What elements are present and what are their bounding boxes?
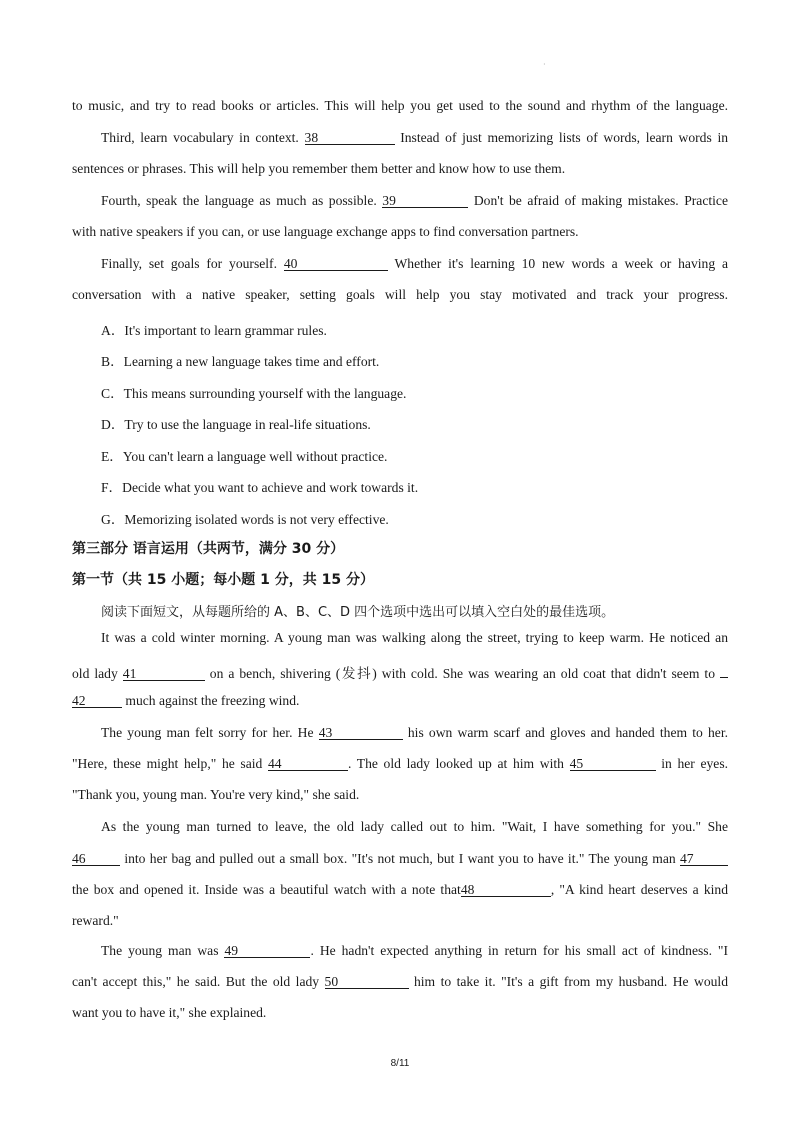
blank-48[interactable]: 48: [461, 883, 551, 897]
paragraph-fourth-line2: with native speakers if you can, or use language exchange apps to find conversation partners.: [72, 224, 579, 239]
cloze-line-6: "Thank you, young man. You're very kind," she said.: [72, 787, 360, 802]
blank-50[interactable]: 50: [325, 975, 409, 989]
page-number: 8/11: [390, 1058, 410, 1069]
blank-42[interactable]: 42: [72, 694, 122, 708]
blank-38[interactable]: 38: [305, 131, 395, 145]
cloze-line-9: the box and opened it. Inside was a beautiful watch with a note that48 , "A kind heart deserves a kind: [72, 882, 729, 897]
blank-47[interactable]: 47: [680, 852, 728, 866]
cloze-line-2: old lady 41 on a bench, shivering (发抖) with cold. She was wearing an old coat that didn't seem to: [72, 662, 728, 682]
blank-43[interactable]: 43: [319, 726, 403, 740]
cloze-line-8: 46 into her bag and pulled out a small box. "It's not much, but I want you to have it." The young man 47: [72, 851, 728, 867]
option-f[interactable]: F．Decide what you want to achieve and work towards it.: [101, 480, 419, 495]
scan-dot: ·: [543, 60, 546, 69]
option-e[interactable]: E．You can't learn a language well without practice.: [101, 449, 388, 464]
blank-42-start: [720, 677, 728, 678]
instruction: 阅读下面短文，从每题所给的 A、B、C、D 四个选项中选出可以填入空白处的最佳选项。: [101, 605, 615, 620]
cloze-line-4: The young man felt sorry for her. He 43 his own warm scarf and gloves and handed them to her.: [101, 725, 729, 740]
option-d[interactable]: D．Try to use the language in real-life situations.: [101, 417, 371, 432]
cloze-line-12: can't accept this," he said. But the old lady 50 him to take it. "It's a gift from my husband. He would: [72, 974, 728, 989]
blank-39[interactable]: 39: [382, 194, 468, 208]
blank-44[interactable]: 44: [268, 757, 348, 771]
option-b[interactable]: B．Learning a new language takes time and effort.: [101, 354, 380, 369]
cloze-line-5: "Here, these might help," he said 44 . The old lady looked up at him with 45 in her eyes.: [72, 756, 729, 771]
paragraph-third: Third, learn vocabulary in context. 38 Instead of just memorizing lists of words, learn words in: [101, 130, 729, 145]
subsection-title: 第一节（共 15 小题；每小题 1 分，共 15 分）: [72, 572, 374, 588]
option-a[interactable]: A．It's important to learn grammar rules.: [101, 323, 327, 338]
blank-46[interactable]: 46: [72, 852, 120, 866]
paragraph-third-line2: sentences or phrases. This will help you remember them better and know how to use them.: [72, 161, 566, 176]
cloze-line-1: It was a cold winter morning. A young man was walking along the street, trying to keep warm. He noticed an: [101, 630, 728, 645]
paragraph-fourth: Fourth, speak the language as much as possible. 39 Don't be afraid of making mistakes. Practice: [101, 193, 728, 208]
section-title: 第三部分 语言运用（共两节，满分 30 分）: [72, 541, 345, 557]
blank-49[interactable]: 49: [224, 944, 310, 958]
cloze-line-10: reward.": [72, 913, 119, 928]
cloze-line-11: The young man was 49 . He hadn't expected anything in return for his small act of kindness. "I: [101, 943, 728, 958]
paragraph-finally: Finally, set goals for yourself. 40 Whether it's learning 10 new words a week or having a: [101, 256, 729, 271]
blank-41[interactable]: 41: [123, 667, 205, 681]
cloze-line-3: 42 much against the freezing wind.: [72, 693, 300, 708]
blank-40[interactable]: 40: [284, 257, 388, 271]
blank-45[interactable]: 45: [570, 757, 656, 771]
cloze-line-7: As the young man turned to leave, the old lady called out to him. "Wait, I have something for you." She: [101, 819, 728, 834]
paragraph-finally-line2: conversation with a native speaker, setting goals will help you stay motivated and track your progress.: [72, 287, 728, 302]
option-c[interactable]: C．This means surrounding yourself with the language.: [101, 386, 407, 401]
cloze-line-13: want you to have it," she explained.: [72, 1005, 267, 1020]
paragraph-continuation: to music, and try to read books or articles. This will help you get used to the sound and rhythm of the language.: [72, 98, 728, 113]
option-g[interactable]: G．Memorizing isolated words is not very effective.: [101, 512, 389, 527]
